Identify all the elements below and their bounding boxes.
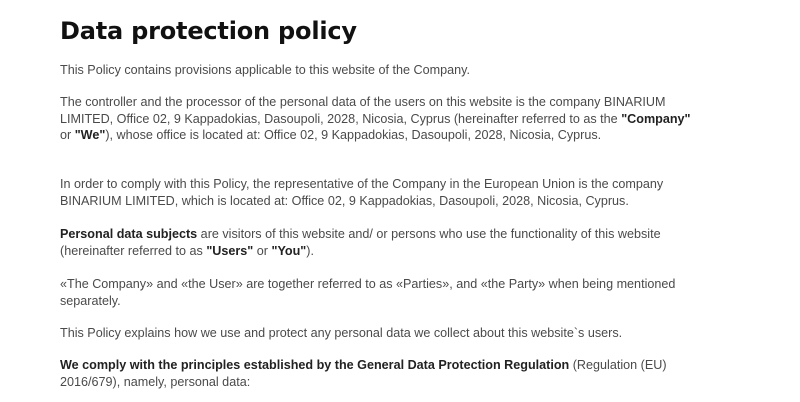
intro-paragraph xyxy=(60,62,700,79)
parties-paragraph xyxy=(60,276,700,309)
representative-paragraph xyxy=(60,176,700,209)
we-term: "We" xyxy=(74,128,106,142)
page-title: Data protection policy xyxy=(60,17,357,45)
subjects-text-c: ). xyxy=(306,243,314,258)
usage-paragraph xyxy=(60,325,700,342)
usage-text: This Policy explains how we use and protect any personal data we collect about this website`s users. xyxy=(60,326,623,340)
controller-text-b: or xyxy=(60,128,75,142)
subjects-paragraph xyxy=(60,226,700,259)
subjects-text-b: or xyxy=(253,243,272,258)
subjects-term: Personal data subjects xyxy=(60,227,198,241)
intro-text: This Policy contains provisions applicable to this website of the Company. xyxy=(60,63,470,77)
gdpr-text: (Regulation (EU) 2016/679), namely, personal data: xyxy=(60,358,667,389)
users-term: "Users" xyxy=(206,243,254,258)
you-term: "You" xyxy=(271,243,307,258)
controller-text-a: The controller and the processor of the personal data of the users on this website is the company BINARIUM LIMITED, Office 02, 9 Kappadokias, Dasoupoli, 2028, Nicosia, Cyprus (hereinafter referred to as the xyxy=(60,95,666,126)
gdpr-statement: We comply with the principles established by the General Data Protection Regulation xyxy=(60,358,570,372)
gdpr-paragraph xyxy=(60,357,700,390)
company-term: "Company" xyxy=(621,111,691,126)
controller-text-c: ), whose office is located at: Office 02, 9 Kappadokias, Dasoupoli, 2028, Nicosia, Cyprus. xyxy=(105,128,602,142)
representative-text: In order to comply with this Policy, the representative of the Company in the European Union is the company BINARIUM LIMITED, which is located at: Office 02, 9 Kappadokias, Dasoupoli, 2028, Nicosia, Cyprus. xyxy=(60,177,664,208)
controller-paragraph xyxy=(60,94,700,144)
parties-text: «The Company» and «the User» are together referred to as «Parties», and «the Party» when being mentioned separately. xyxy=(60,277,676,308)
subjects-text-a: are visitors of this website and/ or persons who use the functionality of this website (hereinafter referred to as xyxy=(60,227,661,258)
